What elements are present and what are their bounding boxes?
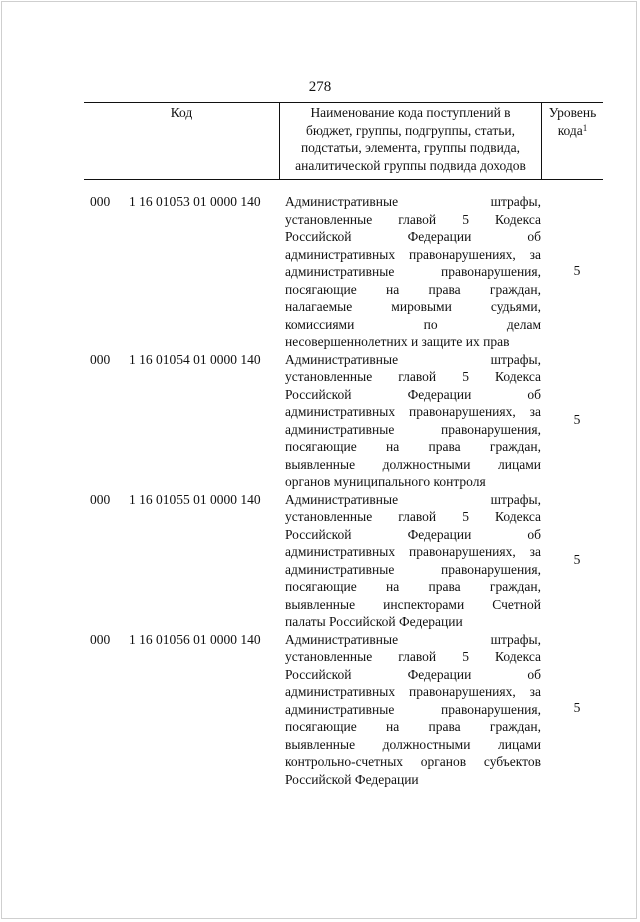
description-line: административные правонарушения, bbox=[285, 561, 541, 577]
description-line: органов муниципального контроля bbox=[285, 474, 486, 489]
table-header bbox=[84, 102, 603, 180]
description-line: Административные штрафы, bbox=[285, 631, 541, 647]
description-line: установленные главой 5 Кодекса bbox=[285, 509, 541, 524]
code-level: 5 bbox=[573, 262, 581, 278]
revenue-description bbox=[285, 193, 541, 351]
description-line: административные правонарушения, bbox=[285, 264, 541, 279]
code-level: 5 bbox=[573, 551, 581, 567]
code-level: 5 bbox=[573, 411, 581, 427]
description-line: Российской Федерации bbox=[285, 771, 419, 787]
description-line: выявленные должностными лицами bbox=[285, 456, 541, 472]
admin-code: 000 bbox=[90, 194, 111, 209]
description-line: Административные штрафы, bbox=[285, 491, 541, 507]
header-level-line bbox=[542, 122, 603, 140]
admin-code: 000 bbox=[90, 631, 111, 647]
description-line: посягающие на права граждан, bbox=[285, 281, 541, 297]
header-name-line: бюджет, группы, подгруппы, статьи, bbox=[306, 122, 515, 138]
description-line: налагаемые мировыми судьями, bbox=[285, 299, 541, 314]
description-line: посягающие на права граждан, bbox=[285, 719, 541, 734]
description-line: контрольно-счетных органов субъектов bbox=[285, 754, 541, 769]
header-name-line: аналитической группы подвида доходов bbox=[295, 157, 526, 173]
revenue-description bbox=[285, 631, 541, 789]
revenue-code: 1 16 01055 01 0000 140 bbox=[129, 491, 261, 507]
description-line: Российской Федерации об bbox=[285, 386, 541, 402]
revenue-description bbox=[285, 351, 541, 491]
header-name-line: подстатьи, элемента, группы подвида, bbox=[300, 140, 521, 155]
description-line: установленные главой 5 Кодекса bbox=[285, 211, 541, 227]
description-line: выявленные должностными лицами bbox=[285, 736, 541, 752]
description-line: Административные штрафы, bbox=[285, 351, 541, 367]
header-level-word: кода bbox=[557, 122, 583, 138]
description-line: комиссиями по делам bbox=[285, 316, 541, 332]
description-line: административных правонарушениях, за bbox=[285, 404, 541, 419]
description-line: выявленные инспекторами Счетной bbox=[285, 596, 541, 612]
page-number: 278 bbox=[308, 79, 332, 95]
revenue-code: 1 16 01053 01 0000 140 bbox=[129, 194, 261, 209]
admin-code: 000 bbox=[90, 491, 111, 507]
description-line: административных правонарушениях, за bbox=[285, 684, 541, 699]
description-line: посягающие на права граждан, bbox=[285, 579, 541, 594]
admin-code: 000 bbox=[90, 351, 111, 367]
description-line: Российской Федерации об bbox=[285, 229, 541, 244]
footnote-marker: 1 bbox=[582, 122, 588, 133]
description-line: Административные штрафы, bbox=[285, 194, 541, 209]
revenue-code: 1 16 01056 01 0000 140 bbox=[129, 631, 261, 647]
header-name-line: Наименование кода поступлений в bbox=[310, 105, 511, 120]
description-line: несовершеннолетних и защите их прав bbox=[285, 334, 510, 349]
description-line: Российской Федерации об bbox=[285, 526, 541, 542]
description-line: административные правонарушения, bbox=[285, 421, 541, 437]
description-line: установленные главой 5 Кодекса bbox=[285, 369, 541, 384]
description-line: посягающие на права граждан, bbox=[285, 439, 541, 454]
description-line: административных правонарушениях, за bbox=[285, 246, 541, 262]
revenue-description bbox=[285, 491, 541, 631]
description-line: Российской Федерации об bbox=[285, 666, 541, 682]
description-line: палаты Российской Федерации bbox=[285, 614, 463, 629]
description-line: административные правонарушения, bbox=[285, 701, 541, 717]
header-name bbox=[280, 103, 542, 179]
description-line: административных правонарушениях, за bbox=[285, 544, 541, 559]
code-level: 5 bbox=[573, 700, 581, 716]
description-line: установленные главой 5 Кодекса bbox=[285, 649, 541, 664]
header-code: Код bbox=[84, 103, 280, 179]
header-level-line: Уровень bbox=[548, 105, 597, 120]
header-level bbox=[542, 103, 603, 180]
revenue-code: 1 16 01054 01 0000 140 bbox=[129, 351, 261, 367]
